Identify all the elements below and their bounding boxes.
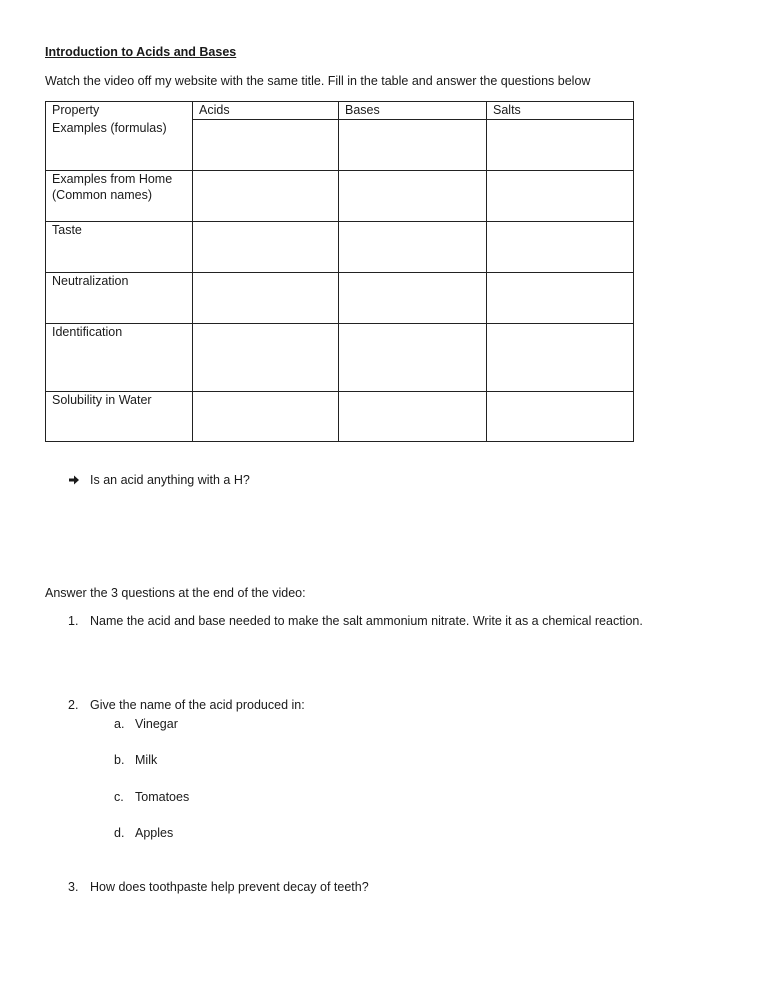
answer-cell[interactable]	[487, 171, 634, 222]
header-bases: Bases	[339, 102, 487, 120]
answer-cell[interactable]	[193, 120, 339, 171]
answer-cell[interactable]	[487, 392, 634, 442]
question-text: Give the name of the acid produced in:	[90, 698, 305, 712]
question-number: 3.	[68, 880, 79, 894]
page-title: Introduction to Acids and Bases	[45, 45, 237, 59]
sub-item-text: Milk	[135, 753, 158, 767]
table-row	[46, 120, 634, 171]
sub-item-letter: c.	[114, 790, 124, 804]
sub-item-b	[114, 753, 157, 767]
row-label-text: Examples from Home (Common names)	[52, 172, 173, 202]
table-row	[46, 222, 634, 273]
table-row	[46, 392, 634, 442]
answer-intro-text: Answer the 3 questions at the end of the video:	[45, 586, 306, 600]
answer-cell[interactable]	[339, 273, 487, 324]
question-number: 1.	[68, 614, 79, 628]
header-acids: Acids	[193, 102, 339, 120]
question-1	[68, 614, 643, 628]
question-text: Name the acid and base needed to make the salt ammonium nitrate. Write it as a chemical reaction.	[90, 614, 643, 628]
answer-cell[interactable]	[487, 324, 634, 392]
arrow-right-icon	[68, 474, 80, 486]
answer-cell[interactable]	[339, 324, 487, 392]
table-header-row	[46, 102, 634, 120]
sub-item-text: Vinegar	[135, 717, 178, 731]
answer-cell[interactable]	[339, 222, 487, 273]
sub-item-text: Tomatoes	[135, 790, 190, 804]
properties-table	[45, 101, 634, 442]
table-row	[46, 273, 634, 324]
table-row	[46, 324, 634, 392]
row-label: Examples (formulas)	[46, 120, 193, 171]
answer-cell[interactable]	[193, 273, 339, 324]
sub-item-c	[114, 790, 189, 804]
sub-item-letter: a.	[114, 717, 125, 731]
answer-cell[interactable]	[487, 120, 634, 171]
table-row	[46, 171, 634, 222]
question-number: 2.	[68, 698, 79, 712]
header-property: Property	[46, 102, 193, 120]
row-label: Taste	[46, 222, 193, 273]
question-3	[68, 880, 369, 894]
sub-item-letter: d.	[114, 826, 125, 840]
bullet-text: Is an acid anything with a H?	[90, 473, 250, 487]
sub-item-d	[114, 826, 173, 840]
row-label: Identification	[46, 324, 193, 392]
answer-cell[interactable]	[193, 171, 339, 222]
question-2	[68, 698, 305, 712]
row-label: Solubility in Water	[46, 392, 193, 442]
row-label: Neutralization	[46, 273, 193, 324]
answer-cell[interactable]	[193, 392, 339, 442]
row-label	[46, 171, 193, 222]
sub-item-letter: b.	[114, 753, 125, 767]
bullet-question	[68, 473, 250, 487]
header-salts: Salts	[487, 102, 634, 120]
answer-cell[interactable]	[339, 392, 487, 442]
answer-cell[interactable]	[193, 222, 339, 273]
sub-item-text: Apples	[135, 826, 174, 840]
answer-cell[interactable]	[487, 222, 634, 273]
sub-item-a	[114, 717, 178, 731]
answer-cell[interactable]	[339, 120, 487, 171]
answer-cell[interactable]	[339, 171, 487, 222]
question-text: How does toothpaste help prevent decay of teeth?	[90, 880, 369, 894]
answer-cell[interactable]	[193, 324, 339, 392]
answer-cell[interactable]	[487, 273, 634, 324]
instructions-text: Watch the video off my website with the same title. Fill in the table and answer the questions below	[45, 74, 591, 88]
